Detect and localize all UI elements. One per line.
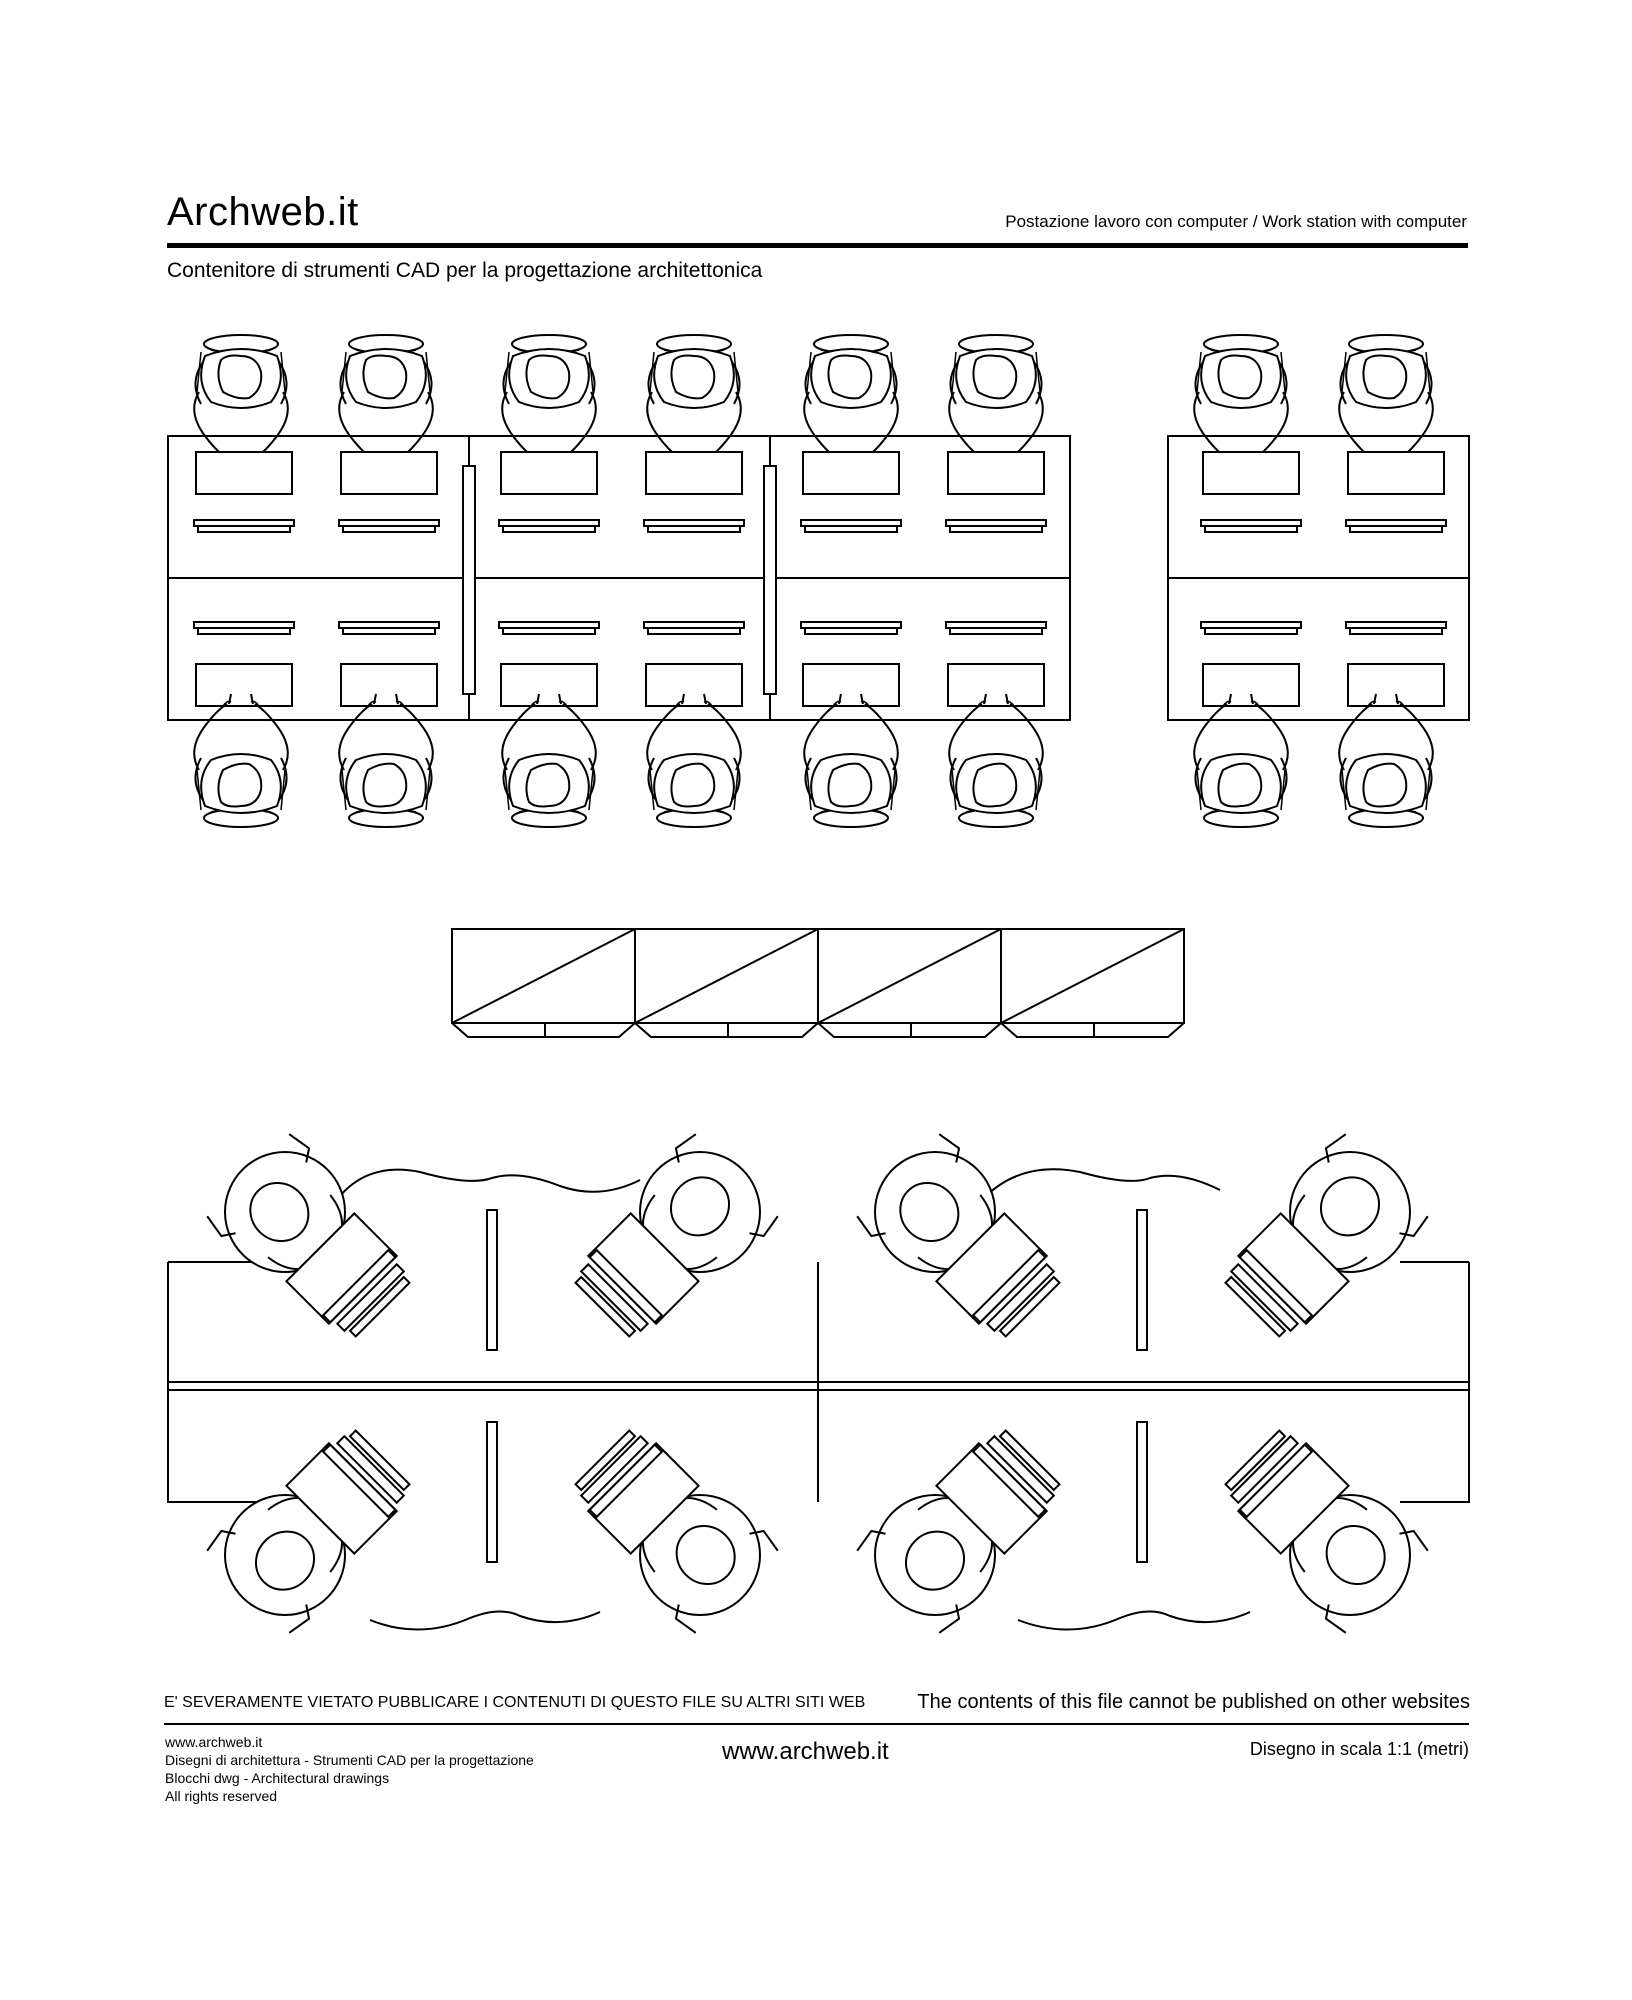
desk-cluster-left — [168, 436, 1070, 720]
storage-cabinets — [452, 929, 1184, 1037]
footer-credit-line: Blocchi dwg - Architectural drawings — [165, 1770, 390, 1786]
copyright-warning-italian: E' SEVERAMENTE VIETATO PUBBLICARE I CONTENUTI DI QUESTO FILE SU ALTRI SITI WEB — [164, 1694, 866, 1711]
footer-credits — [165, 1733, 534, 1805]
footer-credit-line: All rights reserved — [165, 1788, 278, 1804]
drawing-title: Postazione lavoro con computer / Work station with computer — [1005, 212, 1467, 231]
drawing-scale: Disegno in scala 1:1 (metri) — [1249, 1739, 1469, 1759]
tagline: Contenitore di strumenti CAD per la progettazione architettonica — [167, 259, 763, 282]
footer-website-url: www.archweb.it — [722, 1738, 889, 1765]
footer-divider — [164, 1723, 1469, 1725]
copyright-warning-english: The contents of this file cannot be published on other websites — [917, 1691, 1470, 1713]
footer-credit-line: www.archweb.it — [165, 1734, 263, 1750]
brand-logo-text: Archweb.it — [167, 190, 359, 234]
footer-credit-line: Disegni di architettura - Strumenti CAD per la progettazione — [165, 1752, 534, 1768]
